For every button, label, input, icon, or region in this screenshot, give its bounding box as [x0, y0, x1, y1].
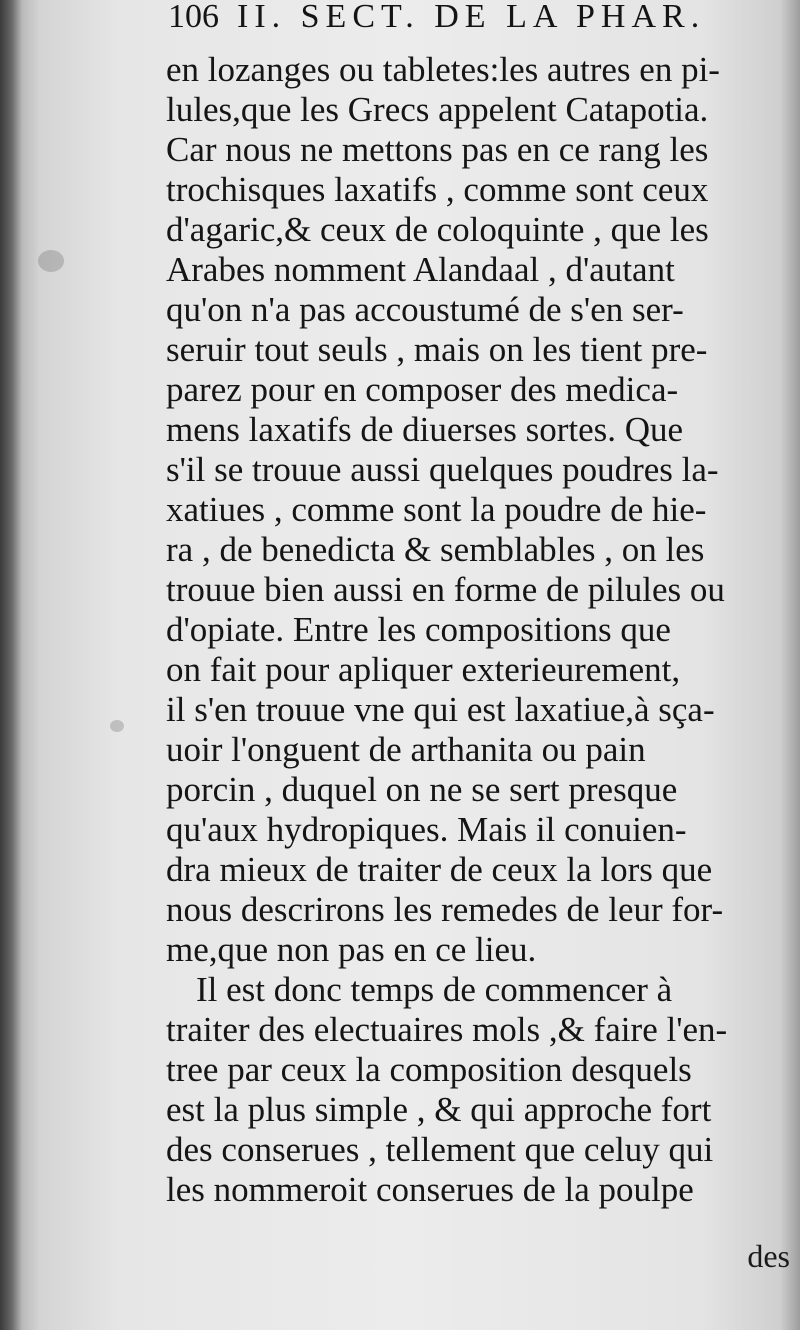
text-line: qu'aux hydropiques. Mais il conuien- — [166, 810, 687, 849]
text-line: parez pour en composer des medica- — [166, 370, 679, 409]
text-line: on fait pour apliquer exterieurement, — [166, 650, 681, 689]
body-text — [166, 50, 794, 1210]
text-line: me,que non pas en ce lieu. — [166, 930, 537, 969]
ink-stain — [38, 250, 64, 272]
text-line: Arabes nomment Alandaal , d'autant — [166, 250, 675, 289]
text-line: tree par ceux la composition desquels — [166, 1050, 692, 1089]
text-line: qu'on n'a pas accoustumé de s'en ser- — [166, 290, 684, 329]
text-line: les nommeroit conserues de la poulpe — [166, 1170, 694, 1209]
text-line: seruir tout seuls , mais on les tient pre- — [166, 330, 708, 369]
text-line: est la plus simple , & qui approche fort — [166, 1090, 712, 1129]
text-line: porcin , duquel on ne se sert presque — [166, 770, 678, 809]
page-binding-edge — [0, 0, 22, 1330]
text-line: d'opiate. Entre les compositions que — [166, 610, 671, 649]
catchword: des — [747, 1238, 790, 1274]
text-line: des conserues , tellement que celuy qui — [166, 1130, 714, 1169]
text-line: traiter des electuaires mols ,& faire l'en- — [166, 1010, 728, 1049]
text-line: mens laxatifs de diuerses sortes. Que — [166, 410, 684, 449]
text-line: ra , de benedicta & semblables , on les — [166, 530, 705, 569]
ink-stain — [110, 720, 124, 732]
text-line: Car nous ne mettons pas en ce rang les — [166, 130, 709, 169]
text-line: en lozanges ou tabletes:les autres en pi- — [166, 50, 720, 89]
text-line: trochisques laxatifs , comme sont ceux — [166, 170, 709, 209]
page-number: 106 — [168, 0, 219, 35]
text-line: dra mieux de traiter de ceux la lors que — [166, 850, 713, 889]
text-line: trouue bien aussi en forme de pilules ou — [166, 570, 725, 609]
text-line: il s'en trouue vne qui est laxatiue,à sça- — [166, 690, 715, 729]
text-line: s'il se trouue aussi quelques poudres la- — [166, 450, 719, 489]
running-head — [168, 0, 788, 44]
text-line: uoir l'onguent de arthanita ou pain — [166, 730, 646, 769]
text-line: lules,que les Grecs appelent Catapotia. — [166, 90, 709, 129]
text-line: d'agaric,& ceux de coloquinte , que les — [166, 210, 709, 249]
text-line: Il est donc temps de commencer à — [196, 970, 673, 1009]
text-line: xatiues , comme sont la poudre de hie- — [166, 490, 707, 529]
running-head-title: II. SECT. DE LA PHAR. — [237, 0, 706, 35]
text-line: nous descrirons les remedes de leur for- — [166, 890, 724, 929]
